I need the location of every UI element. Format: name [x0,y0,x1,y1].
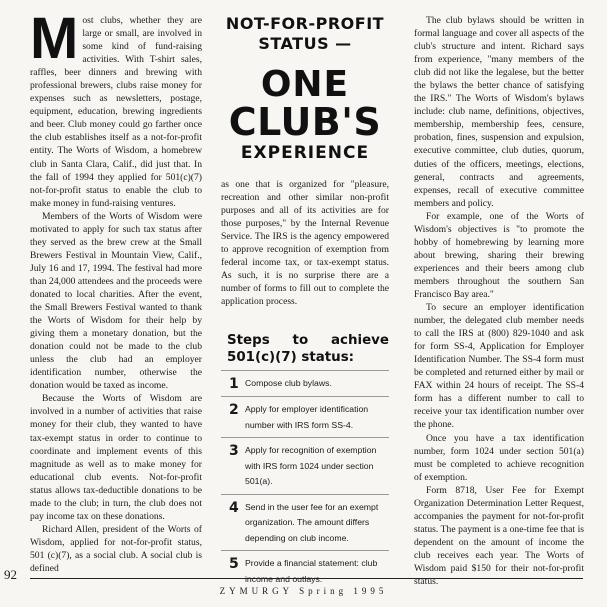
step-text: Send in the user fee for an exempt organization. The amount differs depending on club income. [245,501,379,543]
headline-kicker: NOT-FOR-PROFIT STATUS — [225,14,385,53]
paragraph: The club bylaws should be written in formal language and cover all aspects of the club's structure and intent. Richard says from experience, "many members of the club did not like the legalese, but the better the bylaws the better chance of satisfying the IRS." The Worts of Wisdom's bylaws include: club name, definitions, objectives, membership, membership fees, censure, probation, fines, suspension and expulsion, executive committee, club duties, quorum, duties of the officers, meetings, elections, general, contracts and agreements, expenses, recall of executive committee members and policy. [414,15,584,209]
step-item [221,494,389,551]
step-number: 2 [229,402,239,419]
article-column-2 [221,14,389,591]
paragraph: Because the Worts of Wisdom are involved in a number of activities that raise money for their club, they wanted to have tax-exempt status in order to continue to coordinate and implement events of this magnitude as well as to make money for educational club events. Not-for-profit status allows tax-deductible donations to be made to the club; in turn, the club does not pay income tax on these donations. [30,393,202,522]
step-item [221,370,389,396]
headline-one: ONE [260,64,350,105]
paragraph: To secure an employer identification number, the delegated club member needs to call the IRS at (800) 829-1040 and ask for form SS-4, Application for Employer Identification Number. The SS-4 form must be completed and returned either by mail or FAX within 24 hours of receipt. The SS-4 form has a different number to call to receive your tax identification number over the phone. [414,302,584,431]
drop-cap: M [30,6,79,71]
step-number: 1 [229,376,239,393]
paragraph: as one that is organized for "pleasure, recreation and other similar non-profit purposes and all of its activities are for those purposes," by the Internal Revenue Service. The IRS is the agency empowered to approve recognition of exemption from federal income tax, or tax-exempt status. As such, it is no surprise there are a number of forms to fill out to complete the application process. [221,179,389,308]
article-column-3 [414,14,584,588]
paragraph: Richard Allen, president of the Worts of Wisdom, applied for not-for-profit status, 501 (c)(7), as a social club. A social club is defined [30,523,202,574]
article-column-1 [30,6,202,575]
paragraph: Once you have a tax identification number, form 1024 under section 501(a) must be completed to achieve recognition of exemption. [414,432,584,483]
steps-title: Steps to achieve 501(c)(7) status: [227,333,389,366]
step-number: 4 [229,499,239,516]
paragraph: For example, one of the Worts of Wisdom's objectives is "to promote the hobby of homebrewing by learning more about brewing, sharing their brewing experiences and their beers among club members throughout the southern San Francisco Bay area." [414,210,584,300]
running-footer: ZYMURGY Spring 1995 [219,586,388,596]
steps-sidebar [221,332,389,591]
step-item [221,396,389,437]
step-text: Apply for recognition of exemption with IRS form 1024 under section 501(a). [245,445,377,487]
step-text: Provide a financial statement: club income and outlays. [245,558,378,584]
step-number: 3 [229,443,239,460]
paragraph: Most clubs, whether they are large or small, are involved in some kind of fund-raising activities. With T-shirt sales, raffles, beer dinners and brewing with professional brewers, clubs raise money for expenses such as newsletters, postage, equipment, education, brewing ingredients and beer. Club money could go farther once the club establishes itself as a not-for-profit entity. The Worts of Wisdom, a homebrew club in Santa Clara, Calif., did just that. In the fall of 1994 they applied for 501(c)(7) not-for-profit status to enable the club to make money in fund-raising ventures. [30,6,202,209]
paragraph: Members of the Worts of Wisdom were motivated to apply for such tax status after they served as the brew crew at the Small Brewers Festival in Mountain View, Calif., July 16 and 17, 1994. The festival had more than 24,000 attendees and the proceeds were donated to local charities. After the event, the Small Brewers Festival wanted to thank the Worts of Wisdom for their help by giving them a monetary donation, but the donation could not be made to the club unless the club had an employer identification number, otherwise the donation would be taxed as income. [30,210,202,392]
step-number: 5 [229,556,239,573]
headline-experience: EXPERIENCE [240,143,370,163]
page-number: 92 [4,567,17,582]
step-text: Apply for employer identification number with IRS form SS-4. [245,404,369,430]
paragraph: Form 8718, User Fee for Exempt Organization Determination Letter Request, accompanies the payment for not-for-profit status. The payment is a one-time fee that is dependent on the amount of income the club receives each year. The Worts of Wisdom paid $150 for their not-for-profit status. [414,484,584,588]
headline-club: CLUB'S [228,100,382,144]
step-item [221,437,389,494]
footer-rule [30,578,583,579]
step-text: Compose club bylaws. [245,378,332,389]
